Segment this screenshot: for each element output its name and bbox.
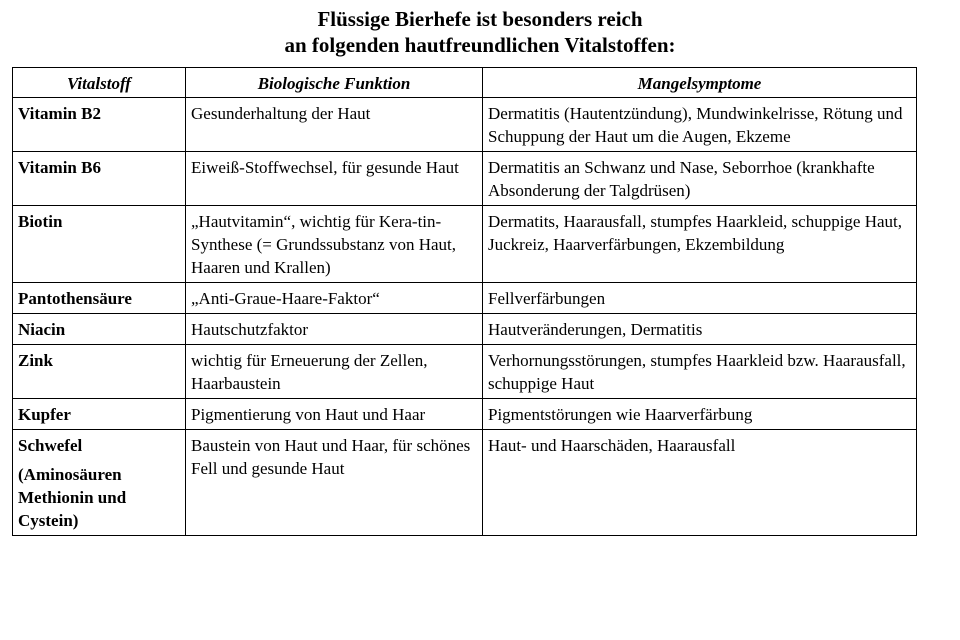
table-row xyxy=(13,152,917,206)
vitalstoff-name-detail: (Aminosäuren Methionin und Cystein) xyxy=(18,465,127,530)
table-row xyxy=(13,98,917,152)
page-title xyxy=(0,6,960,58)
cell-vitalstoff: Pantothensäure xyxy=(13,283,186,314)
cell-symptome: Dermatitis an Schwanz und Nase, Seborrhoe (krankhafte Absonderung der Talgdrüsen) xyxy=(483,152,917,206)
table-row xyxy=(13,314,917,345)
header-mangelsymptome: Mangelsymptome xyxy=(483,68,917,98)
table-row xyxy=(13,430,917,536)
cell-symptome: Fellverfärbungen xyxy=(483,283,917,314)
table-row xyxy=(13,345,917,399)
cell-vitalstoff: Kupfer xyxy=(13,399,186,430)
cell-funktion: wichtig für Erneuerung der Zellen, Haarbaustein xyxy=(186,345,483,399)
cell-symptome: Hautveränderungen, Dermatitis xyxy=(483,314,917,345)
title-line-2: an folgenden hautfreundlichen Vitalstoffen: xyxy=(284,33,676,57)
cell-symptome: Dermatitis (Hautentzündung), Mundwinkelrisse, Rötung und Schuppung der Haut um die Augen, Ekzeme xyxy=(483,98,917,152)
vitalstoff-name: Schwefel xyxy=(18,436,83,455)
cell-symptome: Dermatits, Haarausfall, stumpfes Haarkleid, schuppige Haut, Juckreiz, Haarverfärbungen, Ekzembildung xyxy=(483,206,917,283)
header-funktion: Biologische Funktion xyxy=(186,68,483,98)
cell-funktion: Baustein von Haut und Haar, für schönes Fell und gesunde Haut xyxy=(186,430,483,536)
cell-vitalstoff: Zink xyxy=(13,345,186,399)
vitalstoffe-table xyxy=(12,67,917,536)
table-row xyxy=(13,399,917,430)
cell-symptome: Verhornungsstörungen, stumpfes Haarkleid bzw. Haarausfall, schuppige Haut xyxy=(483,345,917,399)
table-row xyxy=(13,206,917,283)
header-vitalstoff: Vitalstoff xyxy=(13,68,186,98)
cell-symptome: Pigmentstörungen wie Haarverfärbung xyxy=(483,399,917,430)
cell-funktion: Pigmentierung von Haut und Haar xyxy=(186,399,483,430)
table-row xyxy=(13,283,917,314)
cell-funktion: Eiweiß-Stoffwechsel, für gesunde Haut xyxy=(186,152,483,206)
cell-vitalstoff: Vitamin B6 xyxy=(13,152,186,206)
title-line-1: Flüssige Bierhefe ist besonders reich xyxy=(317,7,643,31)
cell-vitalstoff xyxy=(13,430,186,536)
cell-vitalstoff: Biotin xyxy=(13,206,186,283)
cell-funktion: „Anti-Graue-Haare-Faktor“ xyxy=(186,283,483,314)
cell-symptome: Haut- und Haarschäden, Haarausfall xyxy=(483,430,917,536)
cell-funktion: „Hautvitamin“, wichtig für Kera-tin-Synthese (= Grundssubstanz von Haut, Haaren und Krallen) xyxy=(186,206,483,283)
cell-funktion: Hautschutzfaktor xyxy=(186,314,483,345)
cell-funktion: Gesunderhaltung der Haut xyxy=(186,98,483,152)
cell-vitalstoff: Vitamin B2 xyxy=(13,98,186,152)
cell-vitalstoff: Niacin xyxy=(13,314,186,345)
table-header-row xyxy=(13,68,917,98)
